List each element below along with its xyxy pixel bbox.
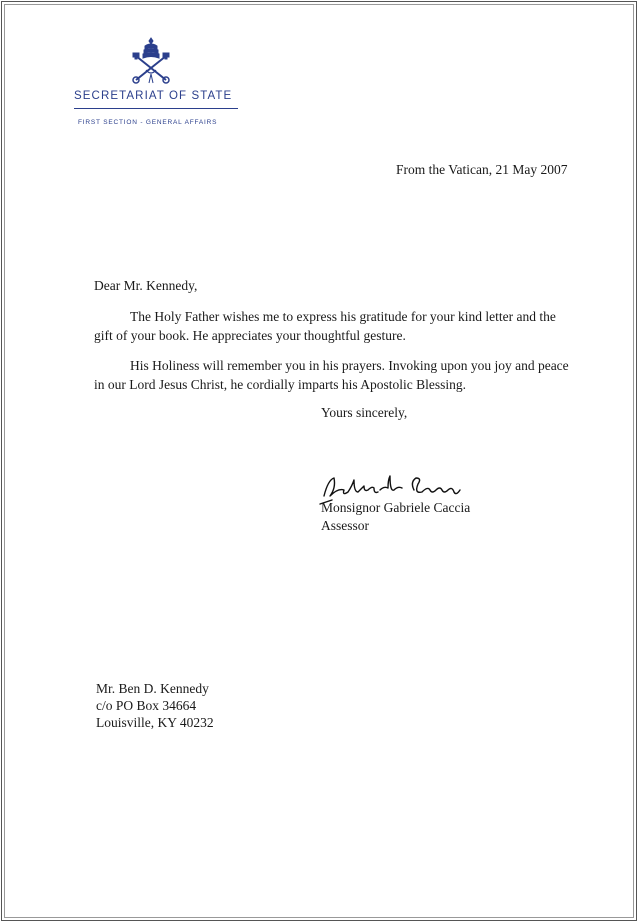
address-line: Louisville, KY 40232	[96, 715, 214, 730]
page-border-inner	[4, 4, 634, 918]
salutation: Dear Mr. Kennedy,	[94, 278, 198, 293]
section-name: FIRST SECTION - GENERAL AFFAIRS	[78, 119, 218, 126]
papal-coat-of-arms-icon	[128, 36, 174, 86]
address-line: Mr. Ben D. Kennedy	[96, 681, 209, 696]
address-line: c/o PO Box 34664	[96, 698, 197, 713]
signer-title: Assessor	[321, 518, 370, 533]
body-paragraph: His Holiness will remember you in his prayers. Invoking upon you joy and peace in our Lord Jesus Christ, he cordially imparts his Apostolic Blessing.	[94, 358, 569, 392]
recipient-address	[96, 680, 214, 731]
closing: Yours sincerely,	[321, 405, 408, 420]
signer-name: Monsignor Gabriele Caccia	[321, 500, 471, 515]
dateline: From the Vatican, 21 May 2007	[396, 162, 568, 177]
body-paragraph: The Holy Father wishes me to express his gratitude for your kind letter and the gift of your book. He appreciates your thoughtful gesture.	[94, 309, 556, 343]
letterhead-rule	[74, 108, 238, 109]
office-name: SECRETARIAT OF STATE	[74, 90, 233, 102]
